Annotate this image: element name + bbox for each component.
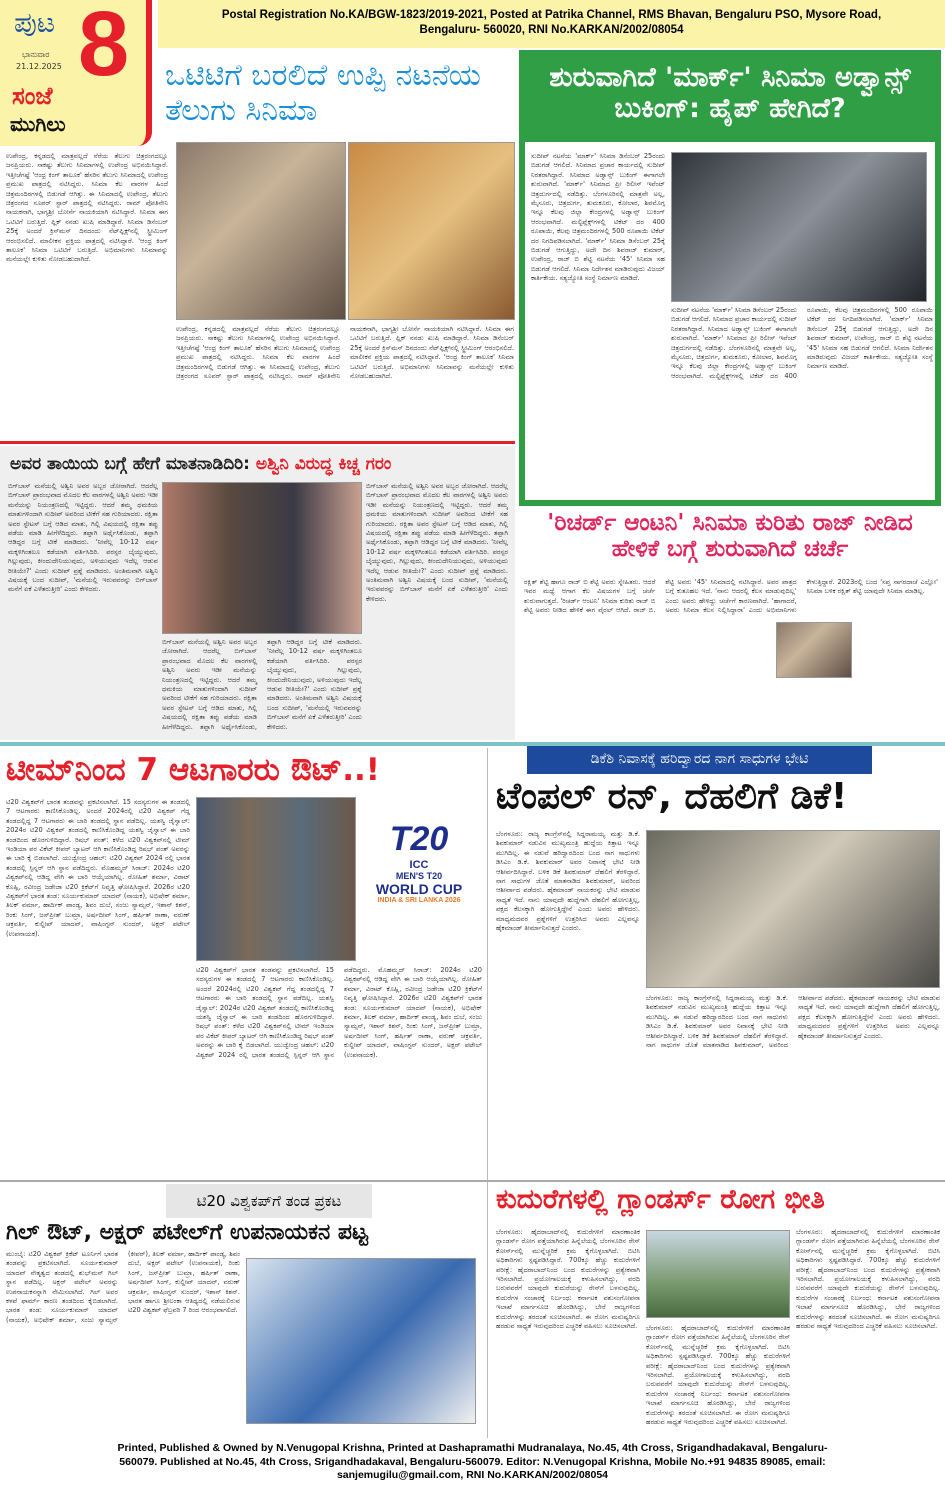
richard-headline: 'ರಿಚರ್ಡ್ ಆಂಟನಿ' ಸಿನಿಮಾ ಕುರಿತು ರಾಜ್ ನೀಡಿದ ಹೇಳಿಕೆ ಬಗ್ಗೆ ಶುರುವಾಗಿದೆ ಚರ್ಚೆ <box>547 510 913 563</box>
page-word: ಪುಟ <box>14 6 56 39</box>
horse-body-left: ಬೆಂಗಳೂರು: ಹೈದರಾಬಾದ್‌ನಲ್ಲಿ ಕುದುರೆಗಳಿಗೆ ಮಾರಣಾಂತಿಕ ಗ್ಲಾಂಡರ್ಸ್ ರೋಗ ಪತ್ತೆಯಾಗಿರುವ ಹಿನ್ನೆಲೆಯಲ್ಲಿ ಬೆಂಗಳೂರಿನ ರೇಸ್ ಕೋರ್ಸ್‌ನಲ್ಲಿ ಮುನ್ನೆಚ್ಚರಿಕೆ ಕ್ರಮ ಕೈಗೊಳ್ಳಲಾಗಿದೆ. ಬಿಟಿಸಿ ಅಧಿಕಾರಿಗಳು ಸ್ಪಷ್ಟಪಡಿಸಿದ್ದಾರೆ. 700ಕ್ಕೂ ಹೆಚ್ಚು ಕುದುರೆಗಳಿಗೆ ಪರೀಕ್ಷೆ: ಹೈದರಾಬಾದ್‌ನಿಂದ ಬಂದ ಕುದುರೆಗಳನ್ನು ಪ್ರತ್ಯೇಕವಾಗಿ ಇರಿಸಲಾಗಿದೆ. ಪ್ರಯೋಗಾಲಯಕ್ಕೆ ಕಳುಹಿಸಲಾಗಿದ್ದು, ವರದಿ ಬರುವವರೆಗೆ ಯಾವುದೇ ಕುದುರೆಯನ್ನು ರೇಸ್‌ಗೆ ಬಳಸುವುದಿಲ್ಲ. ಕುದುರೆಗಳ ಸಂಚಾರಕ್ಕೆ ನಿರ್ಬಂಧ: ಕರ್ನಾಟಕ ಪಶುಸಂಗೋಪನಾ ಇಲಾಖೆ ಮಾರ್ಗಸೂಚಿ ಹೊರಡಿಸಿದ್ದು, ಬೇರೆ ರಾಜ್ಯಗಳಿಂದ ಕುದುರೆಗಳನ್ನು ತರದಂತೆ ಸೂಚಿಸಲಾಗಿದೆ. ಈ ರೋಗ ಮನುಷ್ಯರಿಗೂ ಹರಡುವ ಸಾಧ್ಯತೆ ಇರುವುದರಿಂದ ಎಚ್ಚರಿಕೆ ವಹಿಸಲು ಸೂಚಿಸಲಾಗಿದೆ. <box>496 1228 640 1331</box>
page-number: 8 <box>78 0 130 95</box>
logo-line1: ICC <box>409 859 429 871</box>
horse-headline: ಕುದುರೆಗಳಲ್ಲಿ ಗ್ಲಾಂಡರ್ಸ್ ರೋಗ ಭೀತಿ <box>496 1184 825 1215</box>
mark-body-bottom: ಸುದೀಪ್ ನಟನೆಯ 'ಮಾರ್ಕ್' ಸಿನಿಮಾ ಡಿಸೆಂಬರ್ 25ರಂದು ಬಿಡುಗಡೆ ಆಗಲಿದೆ. ಸಿನಿಮಾದ ಪ್ರಚಾರ ಕಾರ್ಯದಲ್ಲಿ ಸುದೀಪ್ ನಿರತರಾಗಿದ್ದಾರೆ. ಸಿನಿಮಾದ ಅಡ್ವಾನ್ಸ್ ಬುಕಿಂಗ್ ಈಗಾಗಲೇ ಶುರುವಾಗಿದೆ. 'ಮಾರ್ಕ್' ಸಿನಿಮಾದ ಪ್ರೀ ರಿಲೀಸ್ ಇವೆಂಟ್ ಚಿತ್ರದುರ್ಗದಲ್ಲಿ ನಡೆದಿತ್ತು. ಬೆಂಗಳೂರಿನಲ್ಲಿ ಮಾತ್ರವೇ ಅಲ್ಲ, ಮೈಸೂರು, ಚಿತ್ರದುರ್ಗ, ತುಮಕೂರು, ಕೋಲಾರ, ಶಿವಮೊಗ್ಗ ಇನ್ನೂ ಕೆಲವು ಜಿಲ್ಲಾ ಕೇಂದ್ರಗಳಲ್ಲಿ ಅಡ್ವಾನ್ಸ್ ಬುಕಿಂಗ್ ಆರಂಭವಾಗಿದೆ. ಮಲ್ಟಿಪ್ಲೆಕ್ಸ್‌ಗಳಲ್ಲಿ ಟಿಕೆಟ್ ದರ 400 ರೂಪಾಯಿ, ಕೆಲವು ಚಿತ್ರಮಂದಿರಗಳಲ್ಲಿ 500 ರೂಪಾಯಿ ಟಿಕೆಟ್ ದರ ನಿಗದಿಪಡಿಸಲಾಗಿದೆ. 'ಮಾರ್ಕ್' ಸಿನಿಮಾ ಡಿಸೆಂಬರ್ 25ಕ್ಕೆ ಬಿಡುಗಡೆ ಆಗುತ್ತಿದ್ದು, ಅದೇ ದಿನ ಶಿವರಾಜ್ ಕುಮಾರ್, ಉಪೇಂದ್ರ, ರಾಜ್ ಬಿ ಶೆಟ್ಟಿ ನಟನೆಯ '45' ಸಿನಿಮಾ ಸಹ ಬಿಡುಗಡೆ ಆಗಲಿದೆ. ಸಿನಿಮಾ ನಿರ್ದೇಶನ ಮಾಡಿರುವುದು ವಿಜಯ್ ಕಾರ್ತಿಕೇಯ. ಸತ್ಯಜ್ಯೋತಿ ಸಂಸ್ಥೆ ನಿರ್ಮಾಣ ಮಾಡಿದೆ. <box>671 306 933 380</box>
horse-body-right: ಬೆಂಗಳೂರು: ಹೈದರಾಬಾದ್‌ನಲ್ಲಿ ಕುದುರೆಗಳಿಗೆ ಮಾರಣಾಂತಿಕ ಗ್ಲಾಂಡರ್ಸ್ ರೋಗ ಪತ್ತೆಯಾಗಿರುವ ಹಿನ್ನೆಲೆಯಲ್ಲಿ ಬೆಂಗಳೂರಿನ ರೇಸ್ ಕೋರ್ಸ್‌ನಲ್ಲಿ ಮುನ್ನೆಚ್ಚರಿಕೆ ಕ್ರಮ ಕೈಗೊಳ್ಳಲಾಗಿದೆ. ಬಿಟಿಸಿ ಅಧಿಕಾರಿಗಳು ಸ್ಪಷ್ಟಪಡಿಸಿದ್ದಾರೆ. 700ಕ್ಕೂ ಹೆಚ್ಚು ಕುದುರೆಗಳಿಗೆ ಪರೀಕ್ಷೆ: ಹೈದರಾಬಾದ್‌ನಿಂದ ಬಂದ ಕುದುರೆಗಳನ್ನು ಪ್ರತ್ಯೇಕವಾಗಿ ಇರಿಸಲಾಗಿದೆ. ಪ್ರಯೋಗಾಲಯಕ್ಕೆ ಕಳುಹಿಸಲಾಗಿದ್ದು, ವರದಿ ಬರುವವರೆಗೆ ಯಾವುದೇ ಕುದುರೆಯನ್ನು ರೇಸ್‌ಗೆ ಬಳಸುವುದಿಲ್ಲ. ಕುದುರೆಗಳ ಸಂಚಾರಕ್ಕೆ ನಿರ್ಬಂಧ: ಕರ್ನಾಟಕ ಪಶುಸಂಗೋಪನಾ ಇಲಾಖೆ ಮಾರ್ಗಸೂಚಿ ಹೊರಡಿಸಿದ್ದು, ಬೇರೆ ರಾಜ್ಯಗಳಿಂದ ಕುದುರೆಗಳನ್ನು ತರದಂತೆ ಸೂಚಿಸಲಾಗಿದೆ. ಈ ರೋಗ ಮನುಷ್ಯರಿಗೂ ಹರಡುವ ಸಾಧ್ಯತೆ ಇರುವುದರಿಂದ ಎಚ್ಚರಿಕೆ ವಹಿಸಲು ಸೂಚಿಸಲಾಗಿದೆ. <box>796 1228 940 1331</box>
team-headline: ಟೀಮ್‌ನಿಂದ 7 ಆಟಗಾರರು ಔಟ್..! <box>6 752 380 788</box>
day: ಭಾನುವಾರ <box>22 50 50 59</box>
ashwini-body-right: ಬಿಗ್‌ಬಾಸ್ ಮನೆಯಲ್ಲಿ ಅಶ್ವಿನಿ ಅವರ ಅಬ್ಬರ ಜೋರಾಗಿದೆ. ಆದರೆಲ್ಲ ಬಿಗ್‌ಬಾಸ್ ಪ್ರಾರಂಭವಾದ ಮೊದಲ ಕೆಲ ವಾರಗಳಲ್ಲಿ ಅಶ್ವಿನಿ ಅವರು ಇಡೀ ಮನೆಯನ್ನು ನಿಯಂತ್ರಣದಲ್ಲಿ ಇಟ್ಟಿದ್ದರು. ಆದರೆ ತಮ್ಮ ಧಮಕಿಯ ಮಾತುಗಳಿಂದಾಗಿ ಸುದೀಪ್ ಅವರಿಂದ ಟೀಕೆಗೆ ಸಹ ಗುರಿಯಾದರು. ರಕ್ಷಿತಾ ಅವರ ಸ್ಟೇಟಸ್ ಬಗ್ಗೆ ಆಡಿದ ಮಾತು, ಗಿಲ್ಲಿ ವಿಷಯದಲ್ಲಿ ರಕ್ಷಿತಾ ತಪ್ಪು ಪಡೆಯ ಮಾಡಿ ಹೀಗೆಳೆದಿದ್ದರು. ತಪ್ಪಾಗಿ ಅರ್ಥೈಸಿಕೊಂಡು, ತಪ್ಪಾಗಿ ಆಡಿದ್ದರ ಬಗ್ಗೆ ಟೀಕೆ ಮಾಡಿದರು. 'ನೀವೆಲ್ಲ 10-12 ವರ್ಷ ಮಕ್ಕಳಿಗಿಂತಲೂ ಕಡೆಯಾಗಿ ವರ್ತಿಸಿದಿರಿ. ಪರಸ್ಪರ ಬೈಯ್ಯುವುದು, ಗಿಲ್ಲುವುದು, ಕೀಂದುದೇನಿಯುವುದು, ಅಳಿಯುವುದು ಇದೆಲ್ಲ ಆಡುವ ರೀತಿಯೇ?' ಎಂದು ಸುದೀಪ್ ಪ್ರಶ್ನೆ ಮಾಡಿದರು. ಅಂತಿಮವಾಗಿ ಅಶ್ವಿನಿ ವಿಷಯಕ್ಕೆ ಬಂದ ಸುದೀಪ್, 'ಮನೆಯಲ್ಲಿ ಇರುವವರನ್ನು ಬಿಗ್‌ಬಾಸ್ ಮನೆಗೆ ಏಕೆ ಎಳೆತರುತ್ತೀರಿ' ಎಂದು ಕೇಳಿದರು. <box>366 482 508 603</box>
uppi-body-left: ಉಪೇಂದ್ರ, ಕನ್ನಡದಲ್ಲಿ ಮಾತ್ರವಲ್ಲದೆ ನೆರೆಯ ತೆಲುಗು ಚಿತ್ರರಂಗದಲ್ಲೂ ಜನಪ್ರಿಯರು. ಸಾಕಷ್ಟು ತೆಲುಗು ಸಿನಿಮಾಗಳಲ್ಲಿ ಉಪೇಂದ್ರ ಅಭಿನಯಿಸಿದ್ದಾರೆ. ಇತ್ತೀಚೆಗಷ್ಟೆ 'ಆಂಧ್ರ ಕಿಂಗ್ ತಾಲೂಕ' ಹೆಸರಿನ ತೆಲುಗು ಸಿನಿಮಾದಲ್ಲಿ ಉಪೇಂದ್ರ ಪ್ರಮುಖ ಪಾತ್ರದಲ್ಲಿ ನಟಿಸಿದ್ದರು. ಸಿನಿಮಾ ಕೆಲ ವಾರಗಳ ಹಿಂದೆ ಚಿತ್ರಮಂದಿರಗಳಲ್ಲಿ ಬಿಡುಗಡೆ ಆಗಿತ್ತು. ಈ ಸಿನಿಮಾದಲ್ಲಿ ಉಪೇಂದ್ರ, ತೆಲುಗು ಚಿತ್ರರಂಗದ ಸೂಪರ್ ಸ್ಟಾರ್ ಪಾತ್ರದಲ್ಲಿ ನಟಿಸಿದ್ದರು. ರಾಮ್ ಪೋತಿನೇನಿ ನಾಯಕನಾಗಿ, ಭಾಗ್ಯಶ್ರೀ ಬೋರ್ಸೆ ನಾಯಕಿಯಾಗಿ ನಟಿಸಿದ್ದಾರೆ. ಸಿನಿಮಾ ಈಗ ಒಟಿಟಿಗೆ ಬರುತ್ತಿದೆ. ಫ್ಲಿಕ್ ನನಡು ಖುಷಿ ಮಾಡಿದ್ದಾರೆ. ಸಿನಿಮಾ ಡಿಸೆಂಬರ್ 25ಕ್ಕೆ ಅಂದರೆ ಕ್ರಿಸ್‌ಮಸ್ ದಿನದಂದು ನೆಟ್‌ಫ್ಲಿಕ್ಸ್‌ನಲ್ಲಿ ಸ್ಟ್ರೀಮಿಂಗ್ ಆರಂಭಿಸಲಿದೆ. ಮಾಲೀಕನ ಪ್ರಕ್ತಿಯ ಪಾತ್ರದಲ್ಲಿ ನಟಿಸಿದ್ದಾರೆ. 'ಆಂಧ್ರ ಕಿಂಗ್ ತಾಲೂಕ' ಸಿನಿಮಾ ಒಟಿಟಿಗೆ ಬರುತ್ತಿದೆ. ಅಭಿಮಾನಿಗಳು ಸಿನಿಮಾವನ್ನು ಮನೆಯಲ್ಲೇ ಕುಳಿತು ನೋಡಬಹುದಾಗಿದೆ. <box>6 152 168 264</box>
gill-photo <box>246 1258 476 1424</box>
gill-tag: ಟಿ20 ವಿಶ್ವಕಪ್‌ಗೆ ತಂಡ ಪ್ರಕಟ <box>166 1184 372 1218</box>
divider-red <box>0 441 515 444</box>
dk-body-right: ಬೆಂಗಳೂರು: ರಾಜ್ಯ ಕಾಂಗ್ರೆಸ್‌ನಲ್ಲಿ ಸಿದ್ದರಾಮಯ್ಯ ಮತ್ತು ಡಿ.ಕೆ. ಶಿವಕುಮಾರ್ ನಡುವಿನ ಮುಖ್ಯಮಂತ್ರಿ ಹುದ್ದೆಯ ಕಿತ್ತಾಟ ಇನ್ನೂ ಮುಗಿದಿಲ್ಲ. ಈ ನಡುವೆ ಹರಿದ್ವಾರದಿಂದ ಬಂದ ನಾಗ ಸಾಧುಗಳು ಡಿಸಿಎಂ ಡಿ.ಕೆ. ಶಿವಕುಮಾರ್ ಅವರ ನಿವಾಸಕ್ಕೆ ಭೇಟಿ ನೀಡಿ ಆಶೀರ್ವದಿಸಿದ್ದಾರೆ. ಬಳಿಕ ಡಿಕೆ ಶಿವಕುಮಾರ್ ದೆಹಲಿಗೆ ತೆರಳಿದ್ದಾರೆ. ನಾಗ ಸಾಧುಗಳ ಜೊತೆ ಮಾತನಾಡಿದ ಶಿವಕುಮಾರ್, ಅವರಿಂದ ಆಶೀರ್ವಾದ ಪಡೆದರು. ಹೈಕಮಾಂಡ್ ನಾಯಕರನ್ನು ಭೇಟಿ ಮಾಡುವ ಸಾಧ್ಯತೆ ಇದೆ. ನಾನು ಯಾವುದೇ ಹುದ್ದೆಗಾಗಿ ದೆಹಲಿಗೆ ಹೋಗುತ್ತಿಲ್ಲ, ಪಕ್ಷದ ಕೆಲಸಕ್ಕಾಗಿ ಹೋಗುತ್ತಿದ್ದೇನೆ ಎಂದು ಅವರು ಹೇಳಿದರು. ಮಾಧ್ಯಮದವರ ಪ್ರಶ್ನೆಗಳಿಗೆ ಉತ್ತರಿಸಿದ ಅವರು ಎಲ್ಲವನ್ನೂ ಹೈಕಮಾಂಡ್ ತೀರ್ಮಾನಿಸುತ್ತದೆ ಎಂದರು. <box>646 994 940 1050</box>
brand-line2: ಮುಗಿಲು <box>10 112 66 136</box>
postal-registration: Postal Registration No.KA/BGW-1823/2019-2021, Posted at Patrika Channel, RMS Bhavan, Bengaluru PSO, Mysore Road, Bengaluru- 560020, RNI No.KARKAN/2002/08054 <box>158 0 945 48</box>
t20-world-cup-logo <box>358 820 480 940</box>
gill-body: ಮುಂಬೈ: ಟಿ20 ವಿಶ್ವಕಪ್ ಕ್ರಿಕೆಟ್ ಟೂರ್ನಿಗೆ ಭಾರತ ತಂಡವನ್ನು ಪ್ರಕಟಿಸಲಾಗಿದೆ. ಸೂರ್ಯಕುಮಾರ್ ಯಾದವ್ ನೇತೃತ್ವದ ತಂಡದಲ್ಲಿ ಶುಭ್‌ಮನ್ ಗಿಲ್ ಸ್ಥಾನ ಪಡೆದಿಲ್ಲ. ಅಕ್ಷರ್ ಪಟೇಲ್ ಅವರನ್ನು ಉಪನಾಯಕನನ್ನಾಗಿ ನೇಮಿಸಲಾಗಿದೆ. ಗಿಲ್ ಅವರ ಕಳಪೆ ಫಾರ್ಮ್ ಕಾರಣ ತಂಡದಿಂದ ಕೈಬಿಡಲಾಗಿದೆ. ಭಾರತ ತಂಡ: ಸೂರ್ಯಕುಮಾರ್ ಯಾದವ್ (ನಾಯಕ), ಅಭಿಷೇಕ್ ಶರ್ಮಾ, ಸಂಜು ಸ್ಯಾಮ್ಸನ್ (ಕೀಪರ್), ತಿಲಕ್ ವರ್ಮಾ, ಹಾರ್ದಿಕ್ ಪಾಂಡ್ಯ, ಶಿವಂ ದುಬೆ, ಅಕ್ಷರ್ ಪಟೇಲ್ (ಉಪನಾಯಕ), ರಿಂಕು ಸಿಂಗ್, ಜಸ್‌ಪ್ರೀತ್ ಬುಮ್ರಾ, ಹರ್ಷಿತ್ ರಾಣಾ, ಅರ್ಷದೀಪ್ ಸಿಂಗ್, ಕುಲ್ದೀಪ್ ಯಾದವ್, ವರುಣ್ ಚಕ್ರವರ್ತಿ, ವಾಷಿಂಗ್ಟನ್ ಸುಂದರ್, ಇಶಾನ್ ಕಿಶನ್. ಭಾರತ ಹಾಗೂ ಶ್ರೀಲಂಕಾ ಆತಿಥ್ಯದಲ್ಲಿ ನಡೆಯಲಿರುವ ಟಿ20 ವಿಶ್ವಕಪ್ ಫೆಬ್ರವರಿ 7 ರಿಂದ ಆರಂಭವಾಗಲಿದೆ. <box>6 1250 240 1324</box>
team-body-left: ಟಿ20 ವಿಶ್ವಕಪ್‌ಗೆ ಭಾರತ ತಂಡವನ್ನು ಪ್ರಕಟಿಸಲಾಗಿದೆ. 15 ಸದಸ್ಯರುಗಳ ಈ ತಂಡದಲ್ಲಿ 7 ಆಟಗಾರರು ಕಾಣಿಸಿಕೊಂಡಿಲ್ಲ. ಅಂದರೆ 2024ರಲ್ಲಿ ಟಿ20 ವಿಶ್ವಕಪ್ ಗೆದ್ದ ತಂಡದಲ್ಲಿದ್ದ 7 ಆಟಗಾರರು ಈ ಬಾರಿ ತಂಡದಲ್ಲಿ ಸ್ಥಾನ ಪಡೆದಿಲ್ಲ. ಯಶಸ್ವಿ ಜೈಸ್ವಾಲ್: 2024ರ ಟಿ20 ವಿಶ್ವಕಪ್ ತಂಡದಲ್ಲಿ ಕಾಣಿಸಿಕೊಂಡಿದ್ದ ಯಶಸ್ವಿ ಜೈಸ್ವಾಲ್ ಈ ಬಾರಿ ತಂಡದಿಂದ ಹೊರಗುಳಿದಿದ್ದಾರೆ. ರಿಷಭ್ ಪಂತ್: ಕಳೆದ ಟಿ20 ವಿಶ್ವಕಪ್‌ನಲ್ಲಿ ಟೀಮ್ ಇಂಡಿಯಾ ಪರ ವಿಕೆಟ್ ಕೀಪರ್ ಬ್ಯಾಟರ್ ಆಗಿ ಕಾಣಿಸಿಕೊಂಡಿದ್ದ ರಿಷಭ್ ಪಂತ್ ಅವರನ್ನು ಈ ಬಾರಿ ಕೈ ಬಿಡಲಾಗಿದೆ. ಯುಜ್ವೇಂದ್ರ ಚಹಲ್: ಟಿ20 ವಿಶ್ವಕಪ್ 2024 ರಲ್ಲಿ ಭಾರತ ತಂಡದಲ್ಲಿ ಸ್ಪಿನ್ನರ್ ಆಗಿ ಸ್ಥಾನ ಪಡೆದಿದ್ದರು. ಮೊಹಮ್ಮದ್ ಸಿರಾಜ್: 2024ರ ಟಿ20 ವಿಶ್ವಕಪ್‌ನಲ್ಲಿ ಆಡಿದ್ದ ವೇಗಿ ಈ ಬಾರಿ ಆಯ್ಕೆಯಾಗಿಲ್ಲ. ರೋಹಿತ್ ಶರ್ಮಾ, ವಿರಾಟ್ ಕೊಹ್ಲಿ, ರವೀಂದ್ರ ಜಡೇಜಾ ಟಿ20 ಕ್ರಿಕೆಟ್‌ಗೆ ನಿವೃತ್ತಿ ಘೋಷಿಸಿದ್ದಾರೆ. 2026ರ ಟಿ20 ವಿಶ್ವಕಪ್‌ಗೆ ಭಾರತ ತಂಡ: ಸೂರ್ಯಕುಮಾರ್ ಯಾದವ್ (ನಾಯಕ), ಅಭಿಷೇಕ್ ಶರ್ಮಾ, ತಿಲಕ್ ವರ್ಮಾ, ಹಾರ್ದಿಕ್ ಪಾಂಡ್ಯ, ಶಿವಂ ದುಬೆ, ಸಂಜು ಸ್ಯಾಮ್ಸನ್, ಇಶಾನ್ ಕಿಶನ್, ರಿಂಕು ಸಿಂಗ್, ಜಸ್‌ಪ್ರೀತ್ ಬುಮ್ರಾ, ಅರ್ಷದೀಪ್ ಸಿಂಗ್, ಹರ್ಷಿತ್ ರಾಣಾ, ವರುಣ್ ಚಕ್ರವರ್ತಿ, ಕುಲ್ದೀಪ್ ಯಾದವ್, ವಾಷಿಂಗ್ಟನ್ ಸುಂದರ್, ಅಕ್ಷರ್ ಪಟೇಲ್ (ಉಪನಾಯಕ). <box>6 798 190 938</box>
ashwini-body-bottom: ಬಿಗ್‌ಬಾಸ್ ಮನೆಯಲ್ಲಿ ಅಶ್ವಿನಿ ಅವರ ಅಬ್ಬರ ಜೋರಾಗಿದೆ. ಆದರೆಲ್ಲ ಬಿಗ್‌ಬಾಸ್ ಪ್ರಾರಂಭವಾದ ಮೊದಲ ಕೆಲ ವಾರಗಳಲ್ಲಿ ಅಶ್ವಿನಿ ಅವರು ಇಡೀ ಮನೆಯನ್ನು ನಿಯಂತ್ರಣದಲ್ಲಿ ಇಟ್ಟಿದ್ದರು. ಆದರೆ ತಮ್ಮ ಧಮಕಿಯ ಮಾತುಗಳಿಂದಾಗಿ ಸುದೀಪ್ ಅವರಿಂದ ಟೀಕೆಗೆ ಸಹ ಗುರಿಯಾದರು. ರಕ್ಷಿತಾ ಅವರ ಸ್ಟೇಟಸ್ ಬಗ್ಗೆ ಆಡಿದ ಮಾತು, ಗಿಲ್ಲಿ ವಿಷಯದಲ್ಲಿ ರಕ್ಷಿತಾ ತಪ್ಪು ಪಡೆಯ ಮಾಡಿ ಹೀಗೆಳೆದಿದ್ದರು. ತಪ್ಪಾಗಿ ಅರ್ಥೈಸಿಕೊಂಡು, ತಪ್ಪಾಗಿ ಆಡಿದ್ದರ ಬಗ್ಗೆ ಟೀಕೆ ಮಾಡಿದರು. 'ನೀವೆಲ್ಲ 10-12 ವರ್ಷ ಮಕ್ಕಳಿಗಿಂತಲೂ ಕಡೆಯಾಗಿ ವರ್ತಿಸಿದಿರಿ. ಪರಸ್ಪರ ಬೈಯ್ಯುವುದು, ಗಿಲ್ಲುವುದು, ಕೀಂದುದೇನಿಯುವುದು, ಅಳಿಯುವುದು ಇದೆಲ್ಲ ಆಡುವ ರೀತಿಯೇ?' ಎಂದು ಸುದೀಪ್ ಪ್ರಶ್ನೆ ಮಾಡಿದರು. ಅಂತಿಮವಾಗಿ ಅಶ್ವಿನಿ ವಿಷಯಕ್ಕೆ ಬಂದ ಸುದೀಪ್, 'ಮನೆಯಲ್ಲಿ ಇರುವವರನ್ನು ಬಿಗ್‌ಬಾಸ್ ಮನೆಗೆ ಏಕೆ ಎಳೆತರುತ್ತೀರಿ' ಎಂದು ಕೇಳಿದರು. <box>162 638 362 731</box>
mark-body-left: ಸುದೀಪ್ ನಟನೆಯ 'ಮಾರ್ಕ್' ಸಿನಿಮಾ ಡಿಸೆಂಬರ್ 25ರಂದು ಬಿಡುಗಡೆ ಆಗಲಿದೆ. ಸಿನಿಮಾದ ಪ್ರಚಾರ ಕಾರ್ಯದಲ್ಲಿ ಸುದೀಪ್ ನಿರತರಾಗಿದ್ದಾರೆ. ಸಿನಿಮಾದ ಅಡ್ವಾನ್ಸ್ ಬುಕಿಂಗ್ ಈಗಾಗಲೇ ಶುರುವಾಗಿದೆ. 'ಮಾರ್ಕ್' ಸಿನಿಮಾದ ಪ್ರೀ ರಿಲೀಸ್ ಇವೆಂಟ್ ಚಿತ್ರದುರ್ಗದಲ್ಲಿ ನಡೆದಿತ್ತು. ಬೆಂಗಳೂರಿನಲ್ಲಿ ಮಾತ್ರವೇ ಅಲ್ಲ, ಮೈಸೂರು, ಚಿತ್ರದುರ್ಗ, ತುಮಕೂರು, ಕೋಲಾರ, ಶಿವಮೊಗ್ಗ ಇನ್ನೂ ಕೆಲವು ಜಿಲ್ಲಾ ಕೇಂದ್ರಗಳಲ್ಲಿ ಅಡ್ವಾನ್ಸ್ ಬುಕಿಂಗ್ ಆರಂಭವಾಗಿದೆ. ಮಲ್ಟಿಪ್ಲೆಕ್ಸ್‌ಗಳಲ್ಲಿ ಟಿಕೆಟ್ ದರ 400 ರೂಪಾಯಿ, ಕೆಲವು ಚಿತ್ರಮಂದಿರಗಳಲ್ಲಿ 500 ರೂಪಾಯಿ ಟಿಕೆಟ್ ದರ ನಿಗದಿಪಡಿಸಲಾಗಿದೆ. 'ಮಾರ್ಕ್' ಸಿನಿಮಾ ಡಿಸೆಂಬರ್ 25ಕ್ಕೆ ಬಿಡುಗಡೆ ಆಗುತ್ತಿದ್ದು, ಅದೇ ದಿನ ಶಿವರಾಜ್ ಕುಮಾರ್, ಉಪೇಂದ್ರ, ರಾಜ್ ಬಿ ಶೆಟ್ಟಿ ನಟನೆಯ '45' ಸಿನಿಮಾ ಸಹ ಬಿಡುಗಡೆ ಆಗಲಿದೆ. ಸಿನಿಮಾ ನಿರ್ದೇಶನ ಮಾಡಿರುವುದು ವಿಜಯ್ ಕಾರ್ತಿಕೇಯ. ಸತ್ಯಜ್ಯೋತಿ ಸಂಸ್ಥೆ ನಿರ್ಮಾಣ ಮಾಡಿದೆ. <box>531 152 665 283</box>
dk-body-left: ಬೆಂಗಳೂರು: ರಾಜ್ಯ ಕಾಂಗ್ರೆಸ್‌ನಲ್ಲಿ ಸಿದ್ದರಾಮಯ್ಯ ಮತ್ತು ಡಿ.ಕೆ. ಶಿವಕುಮಾರ್ ನಡುವಿನ ಮುಖ್ಯಮಂತ್ರಿ ಹುದ್ದೆಯ ಕಿತ್ತಾಟ ಇನ್ನೂ ಮುಗಿದಿಲ್ಲ. ಈ ನಡುವೆ ಹರಿದ್ವಾರದಿಂದ ಬಂದ ನಾಗ ಸಾಧುಗಳು ಡಿಸಿಎಂ ಡಿ.ಕೆ. ಶಿವಕುಮಾರ್ ಅವರ ನಿವಾಸಕ್ಕೆ ಭೇಟಿ ನೀಡಿ ಆಶೀರ್ವದಿಸಿದ್ದಾರೆ. ಬಳಿಕ ಡಿಕೆ ಶಿವಕುಮಾರ್ ದೆಹಲಿಗೆ ತೆರಳಿದ್ದಾರೆ. ನಾಗ ಸಾಧುಗಳ ಜೊತೆ ಮಾತನಾಡಿದ ಶಿವಕುಮಾರ್, ಅವರಿಂದ ಆಶೀರ್ವಾದ ಪಡೆದರು. ಹೈಕಮಾಂಡ್ ನಾಯಕರನ್ನು ಭೇಟಿ ಮಾಡುವ ಸಾಧ್ಯತೆ ಇದೆ. ನಾನು ಯಾವುದೇ ಹುದ್ದೆಗಾಗಿ ದೆಹಲಿಗೆ ಹೋಗುತ್ತಿಲ್ಲ, ಪಕ್ಷದ ಕೆಲಸಕ್ಕಾಗಿ ಹೋಗುತ್ತಿದ್ದೇನೆ ಎಂದು ಅವರು ಹೇಳಿದರು. ಮಾಧ್ಯಮದವರ ಪ್ರಶ್ನೆಗಳಿಗೆ ಉತ್ತರಿಸಿದ ಅವರು ಎಲ್ಲವನ್ನೂ ಹೈಕಮಾಂಡ್ ತೀರ್ಮಾನಿಸುತ್ತದೆ ಎಂದರು. <box>496 830 640 933</box>
ashwini-article <box>0 446 515 740</box>
horse-photo <box>646 1230 790 1318</box>
dk-headline: ಟೆಂಪಲ್ ರನ್, ದೆಹಲಿಗೆ ಡಿಕೆ! <box>496 776 848 817</box>
gill-headline: ಗಿಲ್ ಔಟ್, ಅಕ್ಷರ್ ಪಟೇಲ್‌ಗೆ ಉಪನಾಯಕನ ಪಟ್ಟ <box>6 1220 368 1245</box>
mark-headline: ಶುರುವಾಗಿದೆ 'ಮಾರ್ಕ್' ಸಿನಿಮಾ ಅಡ್ವಾನ್ಸ್ ಬುಕಿಂಗ್: ಹೈಪ್ ಹೇಗಿದೆ? <box>525 56 935 142</box>
uppi-body-right: ಉಪೇಂದ್ರ, ಕನ್ನಡದಲ್ಲಿ ಮಾತ್ರವಲ್ಲದೆ ನೆರೆಯ ತೆಲುಗು ಚಿತ್ರರಂಗದಲ್ಲೂ ಜನಪ್ರಿಯರು. ಸಾಕಷ್ಟು ತೆಲುಗು ಸಿನಿಮಾಗಳಲ್ಲಿ ಉಪೇಂದ್ರ ಅಭಿನಯಿಸಿದ್ದಾರೆ. ಇತ್ತೀಚೆಗಷ್ಟೆ 'ಆಂಧ್ರ ಕಿಂಗ್ ತಾಲೂಕ' ಹೆಸರಿನ ತೆಲುಗು ಸಿನಿಮಾದಲ್ಲಿ ಉಪೇಂದ್ರ ಪ್ರಮುಖ ಪಾತ್ರದಲ್ಲಿ ನಟಿಸಿದ್ದರು. ಸಿನಿಮಾ ಕೆಲ ವಾರಗಳ ಹಿಂದೆ ಚಿತ್ರಮಂದಿರಗಳಲ್ಲಿ ಬಿಡುಗಡೆ ಆಗಿತ್ತು. ಈ ಸಿನಿಮಾದಲ್ಲಿ ಉಪೇಂದ್ರ, ತೆಲುಗು ಚಿತ್ರರಂಗದ ಸೂಪರ್ ಸ್ಟಾರ್ ಪಾತ್ರದಲ್ಲಿ ನಟಿಸಿದ್ದರು. ರಾಮ್ ಪೋತಿನೇನಿ ನಾಯಕನಾಗಿ, ಭಾಗ್ಯಶ್ರೀ ಬೋರ್ಸೆ ನಾಯಕಿಯಾಗಿ ನಟಿಸಿದ್ದಾರೆ. ಸಿನಿಮಾ ಈಗ ಒಟಿಟಿಗೆ ಬರುತ್ತಿದೆ. ಫ್ಲಿಕ್ ನನಡು ಖುಷಿ ಮಾಡಿದ್ದಾರೆ. ಸಿನಿಮಾ ಡಿಸೆಂಬರ್ 25ಕ್ಕೆ ಅಂದರೆ ಕ್ರಿಸ್‌ಮಸ್ ದಿನದಂದು ನೆಟ್‌ಫ್ಲಿಕ್ಸ್‌ನಲ್ಲಿ ಸ್ಟ್ರೀಮಿಂಗ್ ಆರಂಭಿಸಲಿದೆ. ಮಾಲೀಕನ ಪ್ರಕ್ತಿಯ ಪಾತ್ರದಲ್ಲಿ ನಟಿಸಿದ್ದಾರೆ. 'ಆಂಧ್ರ ಕಿಂಗ್ ತಾಲೂಕ' ಸಿನಿಮಾ ಒಟಿಟಿಗೆ ಬರುತ್ತಿದೆ. ಅಭಿಮಾನಿಗಳು ಸಿನಿಮಾವನ್ನು ಮನೆಯಲ್ಲೇ ಕುಳಿತು ನೋಡಬಹುದಾಗಿದೆ. <box>176 325 514 381</box>
logo-line2: MEN'S T20 <box>395 871 443 881</box>
ashwini-photo <box>162 482 362 634</box>
team-body-right: ಟಿ20 ವಿಶ್ವಕಪ್‌ಗೆ ಭಾರತ ತಂಡವನ್ನು ಪ್ರಕಟಿಸಲಾಗಿದೆ. 15 ಸದಸ್ಯರುಗಳ ಈ ತಂಡದಲ್ಲಿ 7 ಆಟಗಾರರು ಕಾಣಿಸಿಕೊಂಡಿಲ್ಲ. ಅಂದರೆ 2024ರಲ್ಲಿ ಟಿ20 ವಿಶ್ವಕಪ್ ಗೆದ್ದ ತಂಡದಲ್ಲಿದ್ದ 7 ಆಟಗಾರರು ಈ ಬಾರಿ ತಂಡದಲ್ಲಿ ಸ್ಥಾನ ಪಡೆದಿಲ್ಲ. ಯಶಸ್ವಿ ಜೈಸ್ವಾಲ್: 2024ರ ಟಿ20 ವಿಶ್ವಕಪ್ ತಂಡದಲ್ಲಿ ಕಾಣಿಸಿಕೊಂಡಿದ್ದ ಯಶಸ್ವಿ ಜೈಸ್ವಾಲ್ ಈ ಬಾರಿ ತಂಡದಿಂದ ಹೊರಗುಳಿದಿದ್ದಾರೆ. ರಿಷಭ್ ಪಂತ್: ಕಳೆದ ಟಿ20 ವಿಶ್ವಕಪ್‌ನಲ್ಲಿ ಟೀಮ್ ಇಂಡಿಯಾ ಪರ ವಿಕೆಟ್ ಕೀಪರ್ ಬ್ಯಾಟರ್ ಆಗಿ ಕಾಣಿಸಿಕೊಂಡಿದ್ದ ರಿಷಭ್ ಪಂತ್ ಅವರನ್ನು ಈ ಬಾರಿ ಕೈ ಬಿಡಲಾಗಿದೆ. ಯುಜ್ವೇಂದ್ರ ಚಹಲ್: ಟಿ20 ವಿಶ್ವಕಪ್ 2024 ರಲ್ಲಿ ಭಾರತ ತಂಡದಲ್ಲಿ ಸ್ಪಿನ್ನರ್ ಆಗಿ ಸ್ಥಾನ ಪಡೆದಿದ್ದರು. ಮೊಹಮ್ಮದ್ ಸಿರಾಜ್: 2024ರ ಟಿ20 ವಿಶ್ವಕಪ್‌ನಲ್ಲಿ ಆಡಿದ್ದ ವೇಗಿ ಈ ಬಾರಿ ಆಯ್ಕೆಯಾಗಿಲ್ಲ. ರೋಹಿತ್ ಶರ್ಮಾ, ವಿರಾಟ್ ಕೊಹ್ಲಿ, ರವೀಂದ್ರ ಜಡೇಜಾ ಟಿ20 ಕ್ರಿಕೆಟ್‌ಗೆ ನಿವೃತ್ತಿ ಘೋಷಿಸಿದ್ದಾರೆ. 2026ರ ಟಿ20 ವಿಶ್ವಕಪ್‌ಗೆ ಭಾರತ ತಂಡ: ಸೂರ್ಯಕುಮಾರ್ ಯಾದವ್ (ನಾಯಕ), ಅಭಿಷೇಕ್ ಶರ್ಮಾ, ತಿಲಕ್ ವರ್ಮಾ, ಹಾರ್ದಿಕ್ ಪಾಂಡ್ಯ, ಶಿವಂ ದುಬೆ, ಸಂಜು ಸ್ಯಾಮ್ಸನ್, ಇಶಾನ್ ಕಿಶನ್, ರಿಂಕು ಸಿಂಗ್, ಜಸ್‌ಪ್ರೀತ್ ಬುಮ್ರಾ, ಅರ್ಷದೀಪ್ ಸಿಂಗ್, ಹರ್ಷಿತ್ ರಾಣಾ, ವರುಣ್ ಚಕ್ರವರ್ತಿ, ಕುಲ್ದೀಪ್ ಯಾದವ್, ವಾಷಿಂಗ್ಟನ್ ಸುಂದರ್, ಅಕ್ಷರ್ ಪಟೇಲ್ (ಉಪನಾಯಕ). <box>196 966 482 1059</box>
ashwini-body-left: ಬಿಗ್‌ಬಾಸ್ ಮನೆಯಲ್ಲಿ ಅಶ್ವಿನಿ ಅವರ ಅಬ್ಬರ ಜೋರಾಗಿದೆ. ಆದರೆಲ್ಲ ಬಿಗ್‌ಬಾಸ್ ಪ್ರಾರಂಭವಾದ ಮೊದಲ ಕೆಲ ವಾರಗಳಲ್ಲಿ ಅಶ್ವಿನಿ ಅವರು ಇಡೀ ಮನೆಯನ್ನು ನಿಯಂತ್ರಣದಲ್ಲಿ ಇಟ್ಟಿದ್ದರು. ಆದರೆ ತಮ್ಮ ಧಮಕಿಯ ಮಾತುಗಳಿಂದಾಗಿ ಸುದೀಪ್ ಅವರಿಂದ ಟೀಕೆಗೆ ಸಹ ಗುರಿಯಾದರು. ರಕ್ಷಿತಾ ಅವರ ಸ್ಟೇಟಸ್ ಬಗ್ಗೆ ಆಡಿದ ಮಾತು, ಗಿಲ್ಲಿ ವಿಷಯದಲ್ಲಿ ರಕ್ಷಿತಾ ತಪ್ಪು ಪಡೆಯ ಮಾಡಿ ಹೀಗೆಳೆದಿದ್ದರು. ತಪ್ಪಾಗಿ ಅರ್ಥೈಸಿಕೊಂಡು, ತಪ್ಪಾಗಿ ಆಡಿದ್ದರ ಬಗ್ಗೆ ಟೀಕೆ ಮಾಡಿದರು. 'ನೀವೆಲ್ಲ 10-12 ವರ್ಷ ಮಕ್ಕಳಿಗಿಂತಲೂ ಕಡೆಯಾಗಿ ವರ್ತಿಸಿದಿರಿ. ಪರಸ್ಪರ ಬೈಯ್ಯುವುದು, ಗಿಲ್ಲುವುದು, ಕೀಂದುದೇನಿಯುವುದು, ಅಳಿಯುವುದು ಇದೆಲ್ಲ ಆಡುವ ರೀತಿಯೇ?' ಎಂದು ಸುದೀಪ್ ಪ್ರಶ್ನೆ ಮಾಡಿದರು. ಅಂತಿಮವಾಗಿ ಅಶ್ವಿನಿ ವಿಷಯಕ್ಕೆ ಬಂದ ಸುದೀಪ್, 'ಮನೆಯಲ್ಲಿ ಇರುವವರನ್ನು ಬಿಗ್‌ಬಾಸ್ ಮನೆಗೆ ಏಕೆ ಎಳೆತರುತ್ತೀರಿ' ಎಂದು ಕೇಳಿದರು. <box>8 482 158 594</box>
logo-line3: WORLD CUP <box>375 881 463 897</box>
masthead <box>0 0 152 146</box>
mark-article <box>519 50 941 506</box>
richard-photo <box>776 622 852 678</box>
team-players-photo <box>196 797 356 961</box>
ashwini-headline-part1: ಅವರ ತಾಯಿಯ ಬಗ್ಗೆ ಹೇಗೆ ಮಾತನಾಡಿದಿರಿ: <box>10 454 256 474</box>
divider-gray <box>0 1180 945 1182</box>
t20-logo-mark: T20 <box>389 820 449 858</box>
vertical-divider <box>487 748 488 1438</box>
richard-body: ರಕ್ಷಿತ್ ಶೆಟ್ಟಿ ಹಾಗೂ ರಾಜ್ ಬಿ ಶೆಟ್ಟಿ ಅವರು ಸ್ನೇಹಿತರು. ಆದರೆ ಇವರ ಮಧ್ಯೆ ಆಗಾಗ ಕೆಲ ವಿಷಯಗಳ ಬಗ್ಗೆ ಚರ್ಚೆ ಶುರುವಾಗುತ್ತದೆ. 'ರಿಚರ್ಡ್ ಆಂಟನಿ' ಸಿನಿಮಾ ಕುರಿತು ರಾಜ್ ಬಿ ಶೆಟ್ಟಿ ಅವರು ನೀಡಿದ ಹೇಳಿಕೆ ಈಗ ವೈರಲ್ ಆಗಿದೆ. ರಾಜ್ ಬಿ. ಶೆಟ್ಟಿ ಅವರು '45' ಸಿನಿಮಾದಲ್ಲಿ ನಟಿಸಿದ್ದಾರೆ. ಅವರ ಪಾತ್ರದ ಬಗ್ಗೆ ಕುತೂಹಲ ಇದೆ. 'ನಾನು ಆದರಲ್ಲಿ ಕೆಲಸ ಮಾಡುವುದಿಲ್ಲ' ಎಂದು ಅವರು ಹೇಳಿದ್ದು ಚರ್ಚೆಗೆ ಕಾರಣವಾಗಿದೆ. 'ಹಾಗಾದರೆ, ಅವರು ಸಿನಿಮಾ ಕೆಲಸ ನಿಲ್ಲಿಸಿದ್ದಾರಾ' ಎಂದು ಅಭಿಮಾನಿಗಳು ಕೇಳುತ್ತಿದ್ದಾರೆ. 2023ರಲ್ಲಿ ಬಂದ 'ಸಪ್ತ ಸಾಗರದಾಚೆ ಎಲ್ಲೋ' ಸಿನಿಮಾ ಬಳಿಕ ರಕ್ಷಿತ್ ಶೆಟ್ಟಿ ಯಾವುದೇ ಸಿನಿಮಾ ಮಾಡಿಲ್ಲ. <box>524 578 938 615</box>
dk-tag: ಡಿಕೆಶಿ ನಿವಾಸಕ್ಕೆ ಹರಿದ್ವಾರದ ನಾಗ ಸಾಧುಗಳ ಭೇಟಿ <box>527 746 872 774</box>
dk-photo <box>646 830 940 988</box>
brand-line1: ಸಂಜೆ <box>12 82 53 110</box>
uppi-photo-1 <box>176 142 346 320</box>
uppi-photo-2 <box>348 142 515 320</box>
date: 21.12.2025 <box>16 62 62 71</box>
ashwini-headline <box>0 446 515 482</box>
logo-line4: INDIA & SRI LANKA 2026 <box>377 897 461 904</box>
footer-imprint: Printed, Published & Owned by N.Venugopal Krishna, Printed at Dashapramathi Mudranalaya, No.45, 4th Cross, Srigandhadakaval, Bengaluru-560079. Published at No.45, 4th Cross, Srigandhadakaval, Bengaluru-560079. Editor: N.Venugopal Krishna, Mobile No.+91 94835 89085, email: sanjemugilu@gmail.com, RNI No.KARKAN/2002/08054 <box>117 1442 828 1481</box>
ashwini-headline-part2: ಅಶ್ವಿನಿ ವಿರುದ್ಧ ಕಿಚ್ಚ ಗರಂ <box>255 454 392 474</box>
uppi-headline: ಒಟಿಟಿಗೆ ಬರಲಿದೆ ಉಪ್ಪಿ ನಟನೆಯ ತೆಲುಗು ಸಿನಿಮಾ <box>165 58 481 128</box>
horse-body-mid: ಬೆಂಗಳೂರು: ಹೈದರಾಬಾದ್‌ನಲ್ಲಿ ಕುದುರೆಗಳಿಗೆ ಮಾರಣಾಂತಿಕ ಗ್ಲಾಂಡರ್ಸ್ ರೋಗ ಪತ್ತೆಯಾಗಿರುವ ಹಿನ್ನೆಲೆಯಲ್ಲಿ ಬೆಂಗಳೂರಿನ ರೇಸ್ ಕೋರ್ಸ್‌ನಲ್ಲಿ ಮುನ್ನೆಚ್ಚರಿಕೆ ಕ್ರಮ ಕೈಗೊಳ್ಳಲಾಗಿದೆ. ಬಿಟಿಸಿ ಅಧಿಕಾರಿಗಳು ಸ್ಪಷ್ಟಪಡಿಸಿದ್ದಾರೆ. 700ಕ್ಕೂ ಹೆಚ್ಚು ಕುದುರೆಗಳಿಗೆ ಪರೀಕ್ಷೆ: ಹೈದರಾಬಾದ್‌ನಿಂದ ಬಂದ ಕುದುರೆಗಳನ್ನು ಪ್ರತ್ಯೇಕವಾಗಿ ಇರಿಸಲಾಗಿದೆ. ಪ್ರಯೋಗಾಲಯಕ್ಕೆ ಕಳುಹಿಸಲಾಗಿದ್ದು, ವರದಿ ಬರುವವರೆಗೆ ಯಾವುದೇ ಕುದುರೆಯನ್ನು ರೇಸ್‌ಗೆ ಬಳಸುವುದಿಲ್ಲ. ಕುದುರೆಗಳ ಸಂಚಾರಕ್ಕೆ ನಿರ್ಬಂಧ: ಕರ್ನಾಟಕ ಪಶುಸಂಗೋಪನಾ ಇಲಾಖೆ ಮಾರ್ಗಸೂಚಿ ಹೊರಡಿಸಿದ್ದು, ಬೇರೆ ರಾಜ್ಯಗಳಿಂದ ಕುದುರೆಗಳನ್ನು ತರದಂತೆ ಸೂಚಿಸಲಾಗಿದೆ. ಈ ರೋಗ ಮನುಷ್ಯರಿಗೂ ಹರಡುವ ಸಾಧ್ಯತೆ ಇರುವುದರಿಂದ ಎಚ್ಚರಿಕೆ ವಹಿಸಲು ಸೂಚಿಸಲಾಗಿದೆ. <box>646 1324 790 1427</box>
mark-photo <box>671 152 927 302</box>
